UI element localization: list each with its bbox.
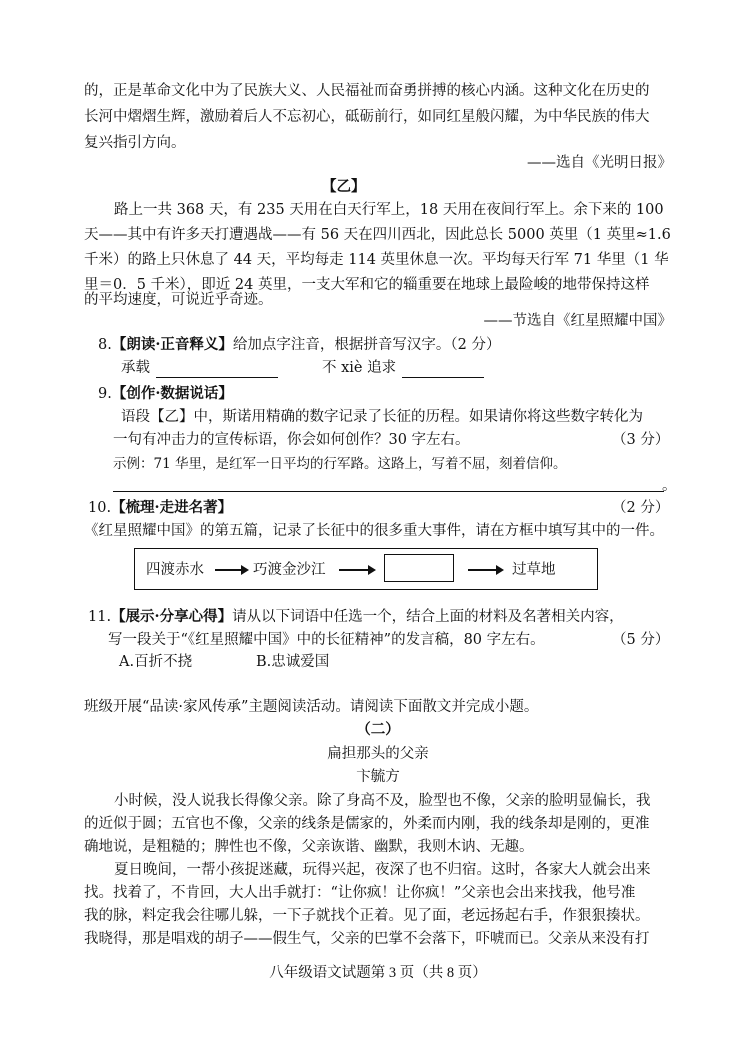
option-b: B.忠诚爱国 [256,654,330,670]
answer-blank[interactable] [402,363,484,378]
question-text: 请从以下词语中任选一个，结合上面的材料及名著相关内容， [232,609,624,625]
essay-author: 卞毓方 [356,769,400,785]
passage-line: 路上一共 368 天，有 235 天用在白天行军上，18 天用在夜间行军上。余下来的 100 [114,202,664,218]
events-flowchart [134,548,598,590]
fill-in-box[interactable] [384,554,454,582]
flow-step: 四渡赤水 [146,562,204,578]
question-text: 一句有冲击力的宣传标语，你会如何创作？30 字左右。 [113,432,470,448]
essay-line: 确地说，是粗糙的；脾性也不像，父亲诙谐、幽默，我则木讷、无趣。 [84,839,534,855]
answer-item [121,358,278,378]
question-text: 语段【乙】中，斯诺用精确的数字记录了长征的历程。如果请你将这些数字转化为 [121,409,643,425]
arrow-right-icon [339,569,374,571]
answer-line[interactable] [113,491,664,492]
question-tag: 【朗读·正音释义】 [111,336,233,353]
question-score: （2 分） [612,500,670,516]
question-text: 给加点字注音，根据拼音写汉字。（2 分） [232,337,501,353]
essay-line: 小时候，没人说我长得像父亲。除了身高不及，脸型也不像，父亲的脸明显偏长，我 [114,793,651,809]
essay-line: 找。找着了，不肯回，大人出手就打：“让你疯！让你疯！”父亲也会出来找我，他号准 [84,885,636,901]
question-text: 写一段关于“《红星照耀中国》中的长征精神”的发言稿，80 字左右。 [108,632,545,648]
question-tag: 【展示·分享心得】 [111,608,233,625]
answer-blank[interactable] [156,363,278,378]
essay-line: 的近似于圆；五官也不像，父亲的线条是儒家的，外柔而内刚，我的线条却是刚的，更准 [84,816,650,832]
passage-line: 长河中熠熠生辉，激励着后人不忘初心，砥砺前行，如同红星般闪耀，为中华民族的伟大 [84,109,650,125]
question-tag: 【梳理·走进名著】 [111,499,233,516]
question-number: 11. [88,609,112,625]
source-citation: ——选自《光明日报》 [527,155,672,171]
question-11 [88,607,624,627]
flow-step: 过草地 [512,562,556,578]
item-label: 不 xiè 追求 [322,360,397,376]
flow-step: 巧渡金沙江 [253,562,326,578]
arrow-right-icon [215,569,247,571]
question-10 [88,498,232,518]
passage-line: 复兴指引方向。 [84,135,186,151]
question-number: 9. [98,386,112,402]
passage-line: 天——其中有许多天打遭遇战——有 56 天在四川西北，因此总长 5000 英里（1 英里≈1.6 [84,227,671,243]
essay-line: 夏日晚间，一帮小孩捉迷藏，玩得兴起，夜深了也不归宿。这时，各家大人就会出来 [114,862,651,878]
essay-line: 我晓得，那是唱戏的胡子——假生气，父亲的巴掌不会落下，吓唬而已。父亲从来没有打 [84,931,650,947]
arrow-right-icon [468,569,502,571]
passage-line: 的平均速度，可说近乎奇迹。 [84,292,273,308]
question-number: 8. [98,337,112,353]
question-score: （3 分） [612,432,670,448]
section-number: （二） [356,721,400,738]
question-number: 10. [88,500,112,516]
question-text: 《红星照耀中国》的第五篇，记录了长征中的很多重大事件，请在方框中填写其中的一件。 [84,523,664,539]
activity-intro: 班级开展“品读·家风传承”主题阅读活动。请阅读下面散文并完成小题。 [84,699,539,715]
passage-line: 千米）的路上只休息了 44 天，平均每走 114 英里休息一次。平均每天行军 71 华里（1 华 [84,252,669,268]
item-label: 承载 [121,360,150,376]
passage-line: 里＝0．5 千米），即近 24 英里，一支大军和它的辎重要在地球上最险峻的地带保持这样 [84,277,650,293]
source-citation: ——节选自《红星照耀中国》 [483,313,672,329]
question-9 [98,384,233,404]
option-a: A.百折不挠 [119,654,193,670]
essay-line: 我的脉，料定我会往哪儿躲，一下子就找个正着。见了面，老远扬起右手，作狠狠揍状。 [84,908,650,924]
example-answer: 示例：71 华里，是红军一日平均的行军路。这路上，写着不屈，刻着信仰。 [113,456,567,472]
answer-end-mark: 。 [662,478,677,494]
section-heading-yi: 【乙】 [322,178,366,195]
question-8 [98,335,501,355]
question-tag: 【创作·数据说话】 [111,385,233,402]
essay-title: 扁担那头的父亲 [327,746,429,762]
question-score: （5 分） [612,632,670,648]
passage-line: 的，正是革命文化中为了民族大义、人民福祉而奋勇拼搏的核心内涵。这种文化在历史的 [84,83,650,99]
answer-item [322,358,484,378]
page-footer: 八年级语文试题第 3 页（共 8 页） [269,965,487,981]
